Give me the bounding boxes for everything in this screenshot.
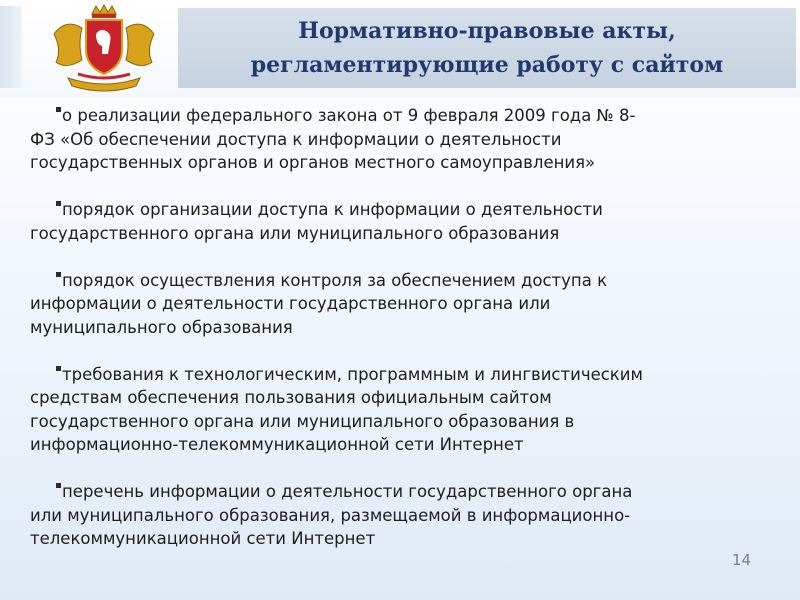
bullet-text: государственных органов и органов местного самоуправления» [30, 153, 596, 172]
bullet-text: муниципального образования [30, 317, 293, 337]
bullet-marker-icon [56, 272, 61, 277]
bullet-marker-icon [56, 107, 61, 112]
bullet-list [30, 104, 782, 574]
bullet-text: порядок осуществления контроля за обеспечением доступа к [62, 270, 608, 290]
bullet-text: средствам обеспечения пользования официальным сайтом [30, 388, 552, 407]
bullet-text: государственного органа или муниципального образования в [30, 411, 575, 431]
bullet-marker-icon [56, 366, 61, 371]
bullet-item [30, 363, 782, 457]
bullet-text: о реализации федерального закона от 9 февраля 2009 года № 8- [62, 106, 636, 125]
bullet-text: перечень информации о деятельности государственного органа [62, 482, 633, 501]
bullet-item [30, 480, 782, 551]
bullet-text: информационно-телекоммуникационной сети Интернет [30, 435, 524, 454]
bullet-text: требования к технологическим, программным и лингвистическим [62, 364, 643, 384]
title-box [178, 8, 796, 88]
bullet-item [30, 104, 782, 175]
bullet-text: телекоммуникационной сети Интернет [30, 529, 376, 548]
slide-title-line-2: регламентирующие работу с сайтом [250, 52, 724, 78]
bullet-text: порядок организации доступа к информации о деятельности [62, 200, 603, 219]
page-number: 14 [732, 551, 752, 569]
bullet-text: или муниципального образования, размещаемой в информационно- [30, 505, 631, 525]
coat-of-arms-icon [44, 4, 164, 94]
left-stripe [0, 6, 22, 88]
bullet-item [30, 269, 782, 340]
bullet-text: ФЗ «Об обеспечении доступа к информации о деятельности [30, 129, 562, 149]
bullet-text: информации о деятельности государственного органа или [30, 294, 551, 313]
bullet-marker-icon [56, 201, 61, 206]
bullet-marker-icon [56, 483, 61, 488]
bullet-text: государственного органа или муниципального образования [30, 223, 560, 243]
bullet-item [30, 198, 782, 245]
slide-title-line-1: Нормативно-правовые акты, [298, 18, 676, 44]
